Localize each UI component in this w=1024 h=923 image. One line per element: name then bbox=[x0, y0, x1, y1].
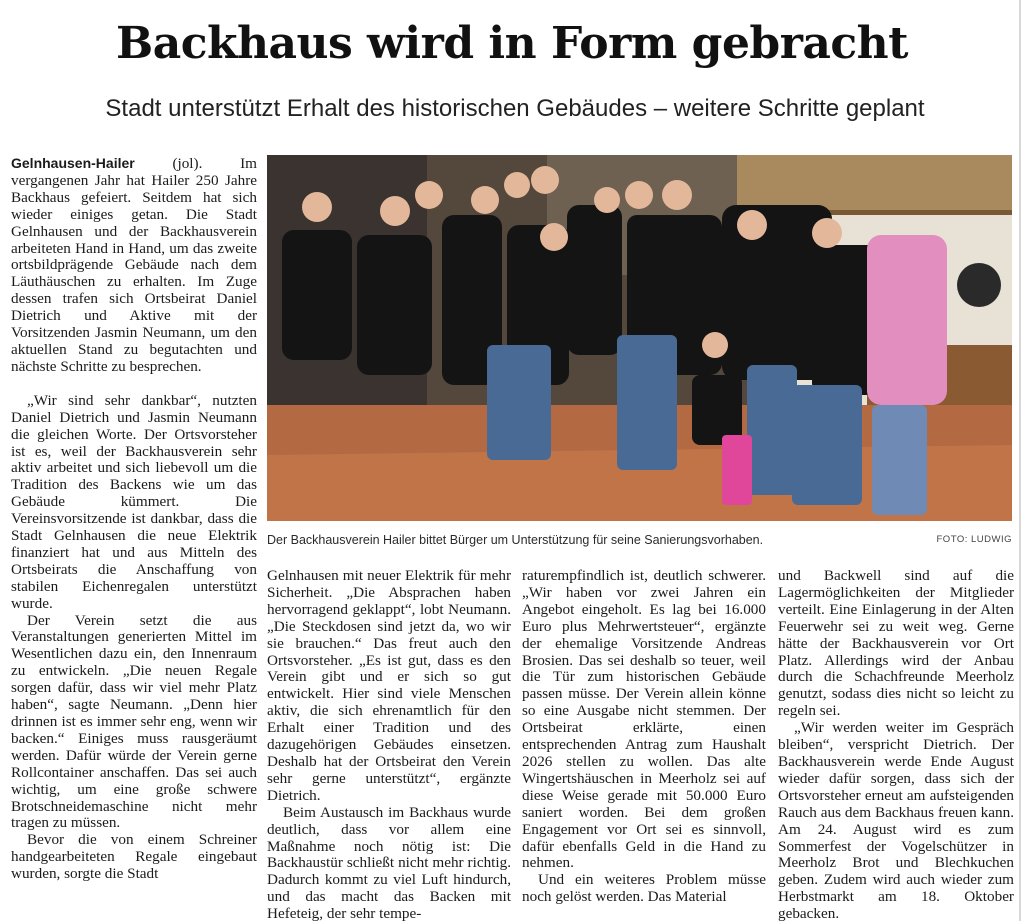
headline: Backhaus wird in Form gebracht bbox=[116, 18, 908, 69]
article-column-4 bbox=[778, 568, 1014, 923]
subheadline: Stadt unterstützt Erhalt des historischen Gebäudes – weitere Schritte geplant bbox=[105, 95, 925, 122]
page-edge-rule bbox=[1019, 0, 1021, 921]
body-paragraph: Und ein weiteres Problem müsse noch gelöst werden. Das Material bbox=[522, 871, 766, 906]
lead-text: (jol). Im vergangenen Jahr hat Hailer 250 Jahre Backhaus gefeiert. Seitdem hat sich wieder einiges getan. Die Stadt Gelnhausen und der Backhausverein arbeiteten Hand in Hand, um das zweite ortsbildprägende Gebäude nach dem Läuthäuschen zu erhalten. Im Zuge dessen trafen sich Ortsbeirat Daniel Dietrich und Aktive mit der Vorsitzenden Jasmin Neumann, um den aktuellen Stand zu begutachten und nächste Schritte zu besprechen. bbox=[11, 155, 257, 375]
article-column-2 bbox=[267, 568, 511, 923]
body-paragraph: Der Verein setzt die aus Veranstaltungen generierten Mittel im Wesentlichen dazu ein, den Innenraum zu entwickeln. „Die neuen Regale sorgen dafür, dass wir viel mehr Platz haben“, sagte Neumann. „Denn hier drinnen ist es immer sehr eng, wenn wir backen.“ Einiges muss rausgeräumt werden. Dafür würde der Verein gerne Rollcontainer anschaffen. Das sei auch wichtig, um eine große schwere Brotschneidemaschine nicht mehr tragen zu müssen. bbox=[11, 611, 257, 832]
body-paragraph: „Wir werden weiter im Gespräch bleiben“, verspricht Dietrich. Der Backhausverein werde Ende August wieder dafür sorgen, dass sich der Ortsvorsteher erneut am aufsteigenden Rauch aus dem Backhaus freuen kann. Am 24. August wird es zum Sommerfest der Vogelschützer in Meerholz Brot und Blechkuchen geben. Zudem wird auch wieder zum Herbstmarkt am 18. Oktober gebacken. bbox=[778, 719, 1014, 923]
photo-credit: FOTO: LUDWIG bbox=[936, 534, 1012, 545]
body-paragraph: raturempfindlich ist, deutlich schwerer. „Wir haben vor zwei Jahren ein Angebot eingeholt. Es lag bei 16.000 Euro plus Mehrwertsteuer“, ergänzte der ehemalige Vorsitzende Andreas Brosien. Das sei deshalb so teuer, weil die Tür zum historischen Gebäude passen müsse. Der Verein allein könne so eine Ausgabe nicht stemmen. Der Ortsbeirat erklärte, einen entsprechenden Antrag zum Haushalt 2026 stellen zu wollen. Das alte Wingertshäuschen in Meerholz sei auf diese Weise gerade mit 50.000 Euro saniert worden. Bei dem großen Engagement vor Ort sei es sinnvoll, dafür ebenfalls Geld in die Hand zu nehmen. bbox=[522, 567, 766, 872]
article-column-3 bbox=[522, 568, 766, 906]
dateline: Gelnhausen-Hailer bbox=[11, 155, 135, 171]
article-column-1 bbox=[11, 155, 257, 883]
group-photo-illustration bbox=[267, 155, 1012, 521]
body-paragraph: Gelnhausen mit neuer Elektrik für mehr Sicherheit. „Die Absprachen haben hervorragend geklappt“, lobt Neumann. „Die Steckdosen sind jetzt da, wo wir sie brauchen.“ Das freut auch den Ortsvorsteher. „Es ist gut, dass es den Verein gibt und er sich so gut entwickelt. Hier sind viele Menschen aktiv, die sich ehrenamtlich für den Erhalt einer Tradition und des dazugehörigen Gebäudes einsetzen. Deshalb hat der Ortsbeirat den Verein sehr gerne unterstützt“, ergänzte Dietrich. bbox=[267, 567, 511, 804]
body-paragraph: „Wir sind sehr dankbar“, nutzten Daniel Dietrich und Jasmin Neumann die gleichen Worte. Der Ortsvorsteher ist es, weil der Backhausverein sehr aktiv arbeitet und sich liebevoll um die Tradition des Backens wie um das Gebäude kümmert. Die Vereinsvorsitzende ist dankbar, dass die Stadt Gelnhausen die neue Elektrik finanziert hat und aus Mitteln des Ortsbeirats die Anschaffung von stabilen Eichenregalen unterstützt wurde. bbox=[11, 391, 257, 612]
photo-caption: Der Backhausverein Hailer bittet Bürger um Unterstützung für seine Sanierungsvorhaben. bbox=[267, 533, 764, 547]
group-photo bbox=[267, 155, 1012, 521]
body-paragraph: Beim Austausch im Backhaus wurde deutlich, dass vor allem eine Maßnahme noch nötig ist: Die Backhaustür schließt nicht mehr richtig. Dadurch kommt zu viel Luft hindurch, und das macht das Backen mit Hefeteig, der sehr tempe- bbox=[267, 803, 511, 923]
body-paragraph: und Backwell sind auf die Lagermöglichkeiten der Mitglieder verteilt. Eine Einlagerung in der Alten Feuerwehr sei zu weit weg. Gerne hätte der Backhausverein vor Ort Platz. Allerdings wird der Anbau durch die Schachfreunde Meerholz genutzt, sodass dies nicht so leicht zu regeln sei. bbox=[778, 567, 1014, 720]
body-paragraph: Bevor die von einem Schreiner handgearbeiteten Regale eingebaut wurden, sorgte die Stadt bbox=[11, 831, 257, 883]
photo-caption-row bbox=[267, 533, 1012, 547]
lead-paragraph bbox=[11, 155, 257, 376]
